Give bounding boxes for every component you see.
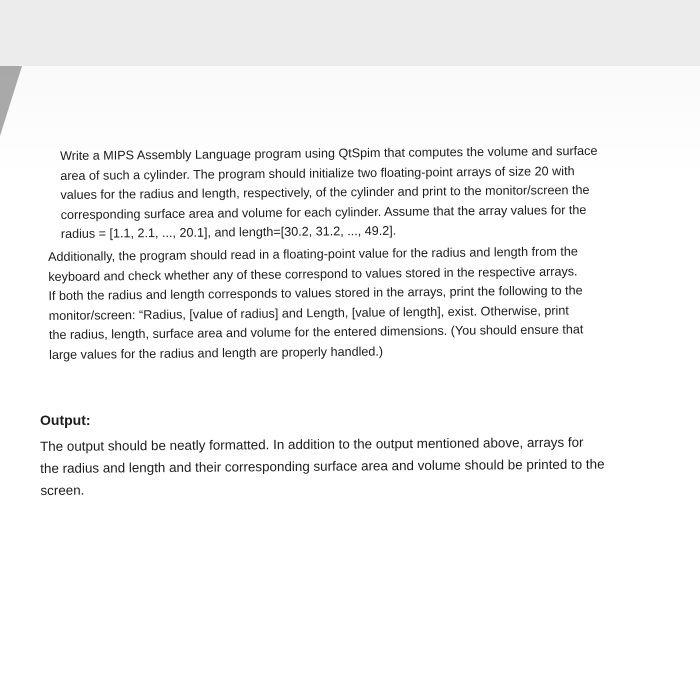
text-line: keyboard and check whether any of these correspond to values stored in the respective arrays. <box>48 263 578 284</box>
text-line: the radius and length and their corresponding surface area and volume should be printed to the <box>40 456 605 476</box>
text-line: large values for the radius and length are properly handled.) <box>49 343 384 362</box>
text-line: Additionally, the program should read in a floating-point value for the radius and length from the <box>48 244 578 264</box>
text-line: Write a MIPS Assembly Language program using QtSpim that computes the volume and surface <box>60 143 598 163</box>
text-line: If both the radius and length corresponds to values stored in the arrays, print the following to the <box>48 283 583 303</box>
problem-paragraph <box>60 142 598 245</box>
text-line: monitor/screen: “Radius, [value of radius] and Length, [value of length], exist. Otherwise, print <box>48 303 569 323</box>
text-line: corresponding surface area and volume for each cylinder. Assume that the array values for the <box>60 202 587 222</box>
text-line: radius = [1.1, 2.1, ..., 20.1], and length=[30.2, 31.2, ..., 49.2]. <box>60 223 397 241</box>
text-line: The output should be neatly formatted. In addition to the output mentioned above, arrays for <box>40 434 584 454</box>
corner-shadow <box>0 66 22 136</box>
text-line: area of such a cylinder. The program should initialize two floating-point arrays of size 20 with <box>60 163 575 183</box>
output-paragraph <box>40 432 605 502</box>
text-line: values for the radius and length, respectively, of the cylinder and print to the monitor/screen the <box>60 182 590 202</box>
text-line: screen. <box>40 482 85 498</box>
additional-requirements-paragraph <box>48 242 584 365</box>
text-line: the radius, length, surface area and volume for the entered dimensions. (You should ensure that <box>48 322 584 342</box>
output-heading: Output: <box>40 412 91 428</box>
background-strip <box>0 0 700 66</box>
